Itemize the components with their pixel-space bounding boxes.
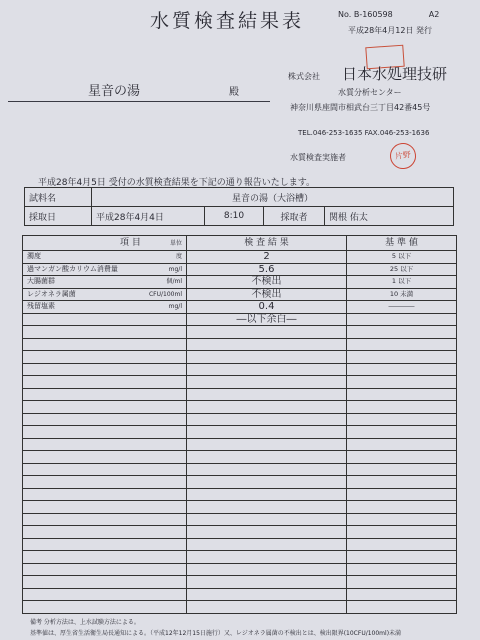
result-cell bbox=[187, 526, 347, 539]
item-cell bbox=[23, 451, 187, 464]
standard-cell bbox=[347, 413, 457, 426]
result-cell bbox=[187, 451, 347, 464]
item-cell bbox=[23, 501, 187, 514]
result-cell bbox=[187, 463, 347, 476]
unit-header-label: 単位 bbox=[169, 239, 182, 247]
result-cell: 2 bbox=[187, 251, 347, 264]
standard-cell bbox=[347, 463, 457, 476]
item-cell bbox=[23, 488, 187, 501]
item-cell bbox=[23, 313, 187, 326]
table-row bbox=[23, 551, 457, 564]
report-number bbox=[338, 10, 439, 19]
item-cell bbox=[23, 588, 187, 601]
result-cell bbox=[187, 563, 347, 576]
standard-cell bbox=[347, 451, 457, 464]
table-row bbox=[23, 501, 457, 514]
item-cell bbox=[23, 551, 187, 564]
standard-cell bbox=[347, 313, 457, 326]
collector-label: 採取者 bbox=[264, 207, 325, 226]
page-title: 水質検査結果表 bbox=[150, 10, 305, 32]
sample-date-value: 平成28年4月4日 bbox=[92, 207, 205, 226]
standard-cell bbox=[347, 576, 457, 589]
implementer-seal: 片野 bbox=[388, 141, 417, 170]
item-cell bbox=[23, 288, 187, 301]
result-cell: 0.4 bbox=[187, 301, 347, 314]
result-cell: 不検出 bbox=[187, 288, 347, 301]
table-row bbox=[23, 588, 457, 601]
implementer-label: 水質検査実施者 bbox=[290, 153, 346, 162]
item-cell bbox=[23, 276, 187, 289]
item-unit: mg/l bbox=[168, 303, 182, 311]
result-cell bbox=[187, 551, 347, 564]
result-cell bbox=[187, 588, 347, 601]
table-row bbox=[23, 488, 457, 501]
company-address: 神奈川県座間市相武台三丁目42番45号 bbox=[290, 103, 431, 112]
item-cell bbox=[23, 513, 187, 526]
sample-name-value: 星音の湯（大浴槽） bbox=[92, 188, 454, 207]
item-unit: 個/ml bbox=[166, 278, 182, 286]
end-of-results-note: ―以下余白― bbox=[187, 313, 347, 326]
result-cell bbox=[187, 476, 347, 489]
table-row bbox=[23, 538, 457, 551]
table-row bbox=[23, 263, 457, 276]
client-name: 星音の湯 bbox=[88, 84, 141, 99]
table-row bbox=[23, 276, 457, 289]
standard-cell bbox=[347, 501, 457, 514]
standard-cell bbox=[347, 551, 457, 564]
company-prefix: 株式会社 bbox=[288, 72, 320, 81]
table-row bbox=[23, 463, 457, 476]
sample-info-table bbox=[24, 187, 454, 226]
table-row bbox=[23, 413, 457, 426]
table-row bbox=[23, 288, 457, 301]
standard-cell: ―――― bbox=[347, 301, 457, 314]
table-row bbox=[23, 401, 457, 414]
company-center: 水質分析センター bbox=[338, 88, 402, 97]
result-cell bbox=[187, 401, 347, 414]
sample-time-value: 8:10 bbox=[205, 207, 264, 226]
sample-date-label: 採取日 bbox=[25, 207, 92, 226]
table-row bbox=[23, 376, 457, 389]
standard-cell bbox=[347, 376, 457, 389]
item-cell bbox=[23, 263, 187, 276]
result-cell: 不検出 bbox=[187, 276, 347, 289]
table-row bbox=[23, 313, 457, 326]
result-cell bbox=[187, 351, 347, 364]
standard-cell bbox=[347, 538, 457, 551]
table-row bbox=[23, 301, 457, 314]
client-underline bbox=[8, 101, 270, 102]
table-row bbox=[23, 326, 457, 339]
company-name: 日本水処理技研 bbox=[342, 65, 448, 83]
result-cell bbox=[187, 576, 347, 589]
item-cell bbox=[23, 463, 187, 476]
result-cell bbox=[187, 413, 347, 426]
result-cell bbox=[187, 601, 347, 614]
result-cell bbox=[187, 513, 347, 526]
table-row bbox=[23, 251, 457, 264]
standard-cell bbox=[347, 526, 457, 539]
item-cell bbox=[23, 401, 187, 414]
item-name: 大腸菌群 bbox=[27, 277, 55, 286]
table-row bbox=[23, 513, 457, 526]
item-cell bbox=[23, 601, 187, 614]
result-cell bbox=[187, 326, 347, 339]
standard-cell bbox=[347, 426, 457, 439]
result-cell bbox=[187, 538, 347, 551]
item-cell bbox=[23, 376, 187, 389]
item-cell bbox=[23, 476, 187, 489]
table-row bbox=[23, 363, 457, 376]
result-cell bbox=[187, 426, 347, 439]
standard-cell bbox=[347, 513, 457, 526]
item-cell bbox=[23, 251, 187, 264]
item-cell bbox=[23, 563, 187, 576]
col-header-result: 検 査 結 果 bbox=[187, 236, 347, 251]
item-unit: 度 bbox=[175, 253, 182, 261]
note-method: 備考 分析方法は、上水試験方法による。 bbox=[30, 619, 140, 626]
result-cell bbox=[187, 501, 347, 514]
item-name: レジオネラ属菌 bbox=[27, 289, 76, 298]
item-cell bbox=[23, 351, 187, 364]
standard-cell bbox=[347, 488, 457, 501]
standard-cell bbox=[347, 388, 457, 401]
table-row bbox=[23, 451, 457, 464]
table-row bbox=[23, 338, 457, 351]
item-cell bbox=[23, 426, 187, 439]
result-cell bbox=[187, 388, 347, 401]
table-row bbox=[23, 576, 457, 589]
standard-cell bbox=[347, 563, 457, 576]
issue-date: 平成28年4月12日 発行 bbox=[348, 26, 432, 35]
standard-cell bbox=[347, 326, 457, 339]
result-cell bbox=[187, 488, 347, 501]
col-header-item bbox=[23, 236, 187, 251]
result-cell bbox=[187, 338, 347, 351]
result-cell: 5.6 bbox=[187, 263, 347, 276]
report-number-value: No. B-160598 bbox=[338, 10, 393, 19]
standard-cell bbox=[347, 401, 457, 414]
results-body bbox=[23, 251, 457, 614]
item-cell bbox=[23, 538, 187, 551]
table-row bbox=[23, 563, 457, 576]
table-row bbox=[23, 601, 457, 614]
table-row bbox=[23, 388, 457, 401]
standard-cell bbox=[347, 438, 457, 451]
result-cell bbox=[187, 438, 347, 451]
standard-cell bbox=[347, 588, 457, 601]
item-cell bbox=[23, 413, 187, 426]
table-row bbox=[23, 476, 457, 489]
revision-code: A2 bbox=[428, 10, 440, 19]
standard-cell: 5 以下 bbox=[347, 251, 457, 264]
standard-cell bbox=[347, 476, 457, 489]
standard-cell bbox=[347, 351, 457, 364]
table-row bbox=[23, 438, 457, 451]
item-name: 残留塩素 bbox=[27, 302, 55, 311]
sample-name-label: 試料名 bbox=[25, 188, 92, 207]
col-header-standard: 基 準 値 bbox=[347, 236, 457, 251]
results-header-row bbox=[23, 236, 457, 251]
company-tel: TEL.046-253-1635 FAX.046-253-1636 bbox=[298, 129, 430, 137]
item-cell bbox=[23, 438, 187, 451]
item-cell bbox=[23, 576, 187, 589]
result-cell bbox=[187, 363, 347, 376]
table-row bbox=[23, 426, 457, 439]
item-cell bbox=[23, 301, 187, 314]
standard-cell: 1 以下 bbox=[347, 276, 457, 289]
item-name: 過マンガン酸カリウム消費量 bbox=[27, 264, 118, 273]
standard-cell: 25 以下 bbox=[347, 263, 457, 276]
result-cell bbox=[187, 376, 347, 389]
item-cell bbox=[23, 526, 187, 539]
standard-cell: 10 未満 bbox=[347, 288, 457, 301]
item-cell bbox=[23, 363, 187, 376]
standard-cell bbox=[347, 363, 457, 376]
standard-cell bbox=[347, 338, 457, 351]
intro-text: 平成28年4月5日 受付の水質検査結果を下記の通り報告いたします。 bbox=[38, 178, 316, 188]
item-cell bbox=[23, 326, 187, 339]
item-cell bbox=[23, 338, 187, 351]
item-unit: mg/l bbox=[168, 265, 182, 273]
item-header-label: 項 目 bbox=[120, 237, 141, 248]
table-row bbox=[23, 526, 457, 539]
item-name: 濁度 bbox=[27, 252, 41, 261]
note-standard: 基準値は、厚生省生活衛生局長通知による。（平成12年12月15日施行）又、レジオネラ属菌の不検出とは、検出限界(10CFU/100ml)未満 bbox=[30, 630, 402, 637]
standard-cell bbox=[347, 601, 457, 614]
item-cell bbox=[23, 388, 187, 401]
table-row bbox=[23, 351, 457, 364]
item-unit: CFU/100ml bbox=[148, 290, 182, 298]
client-honorific: 殿 bbox=[229, 87, 239, 98]
results-table bbox=[22, 235, 457, 614]
collector-value: 関根 佑太 bbox=[325, 207, 454, 226]
